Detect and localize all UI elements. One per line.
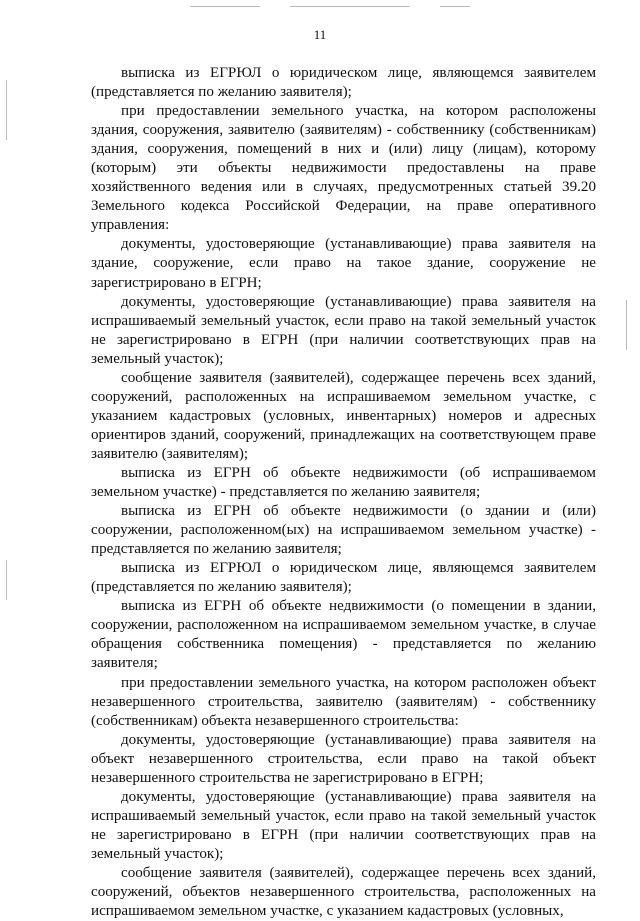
paragraph-egrn-premises-extract: выписка из ЕГРН об объекте недвижимости (о помещении в здании, сооружении, расположенном на испрашиваемом земельном участке, в случае обращения собственника помещения) - представляется по желанию заявителя;	[91, 598, 596, 672]
paragraph-egrn-land-extract: выписка из ЕГРН об объекте недвижимости (об испрашиваемом земельном участке) - представляется по желанию заявителя;	[91, 464, 596, 501]
paragraph-buildings-list-message: сообщение заявителя (заявителей), содержащее перечень всех зданий, сооружений, расположенных на испрашиваемом земельном участке, с указанием кадастровых (условных, инвентарных) номеров и адресных ориентиров зданий, сооружений, принадлежащих на соответствующем праве заявителю (заявителям);	[91, 369, 596, 462]
scan-artifact-left	[6, 560, 7, 600]
paragraph-egrn-building-extract: выписка из ЕГРН об объекте недвижимости (о здании и (или) сооружении, расположенном(ых) на испрашиваемом земельном участке) - представляется по желанию заявителя;	[91, 503, 596, 558]
paragraph-objects-list-message: сообщение заявителя (заявителей), содержащее перечень всех зданий, сооружений, объектов незавершенного строительства, расположенных на испрашиваемом земельном участке, с указанием кадастровых (условных,	[91, 864, 596, 920]
paragraph-egrul-extract: выписка из ЕГРЮЛ о юридическом лице, являющемся заявителем (представляется по желанию заявителя);	[91, 65, 596, 101]
paragraph-building-rights-docs: документы, удостоверяющие (устанавливающие) права заявителя на здание, сооружение, если право на такое здание, сооружение не зарегистрировано в ЕГРН;	[91, 236, 596, 291]
paragraph-unfinished-rights-docs: документы, удостоверяющие (устанавливающие) права заявителя на объект незавершенного строительства, если право на такой объект незавершенного строительства не зарегистрировано в ЕГРН;	[91, 731, 596, 786]
paragraph-buildings-case: при предоставлении земельного участка, на котором расположены здания, сооружения, заявителю (заявителям) - собственнику (собственникам) здания, сооружения, помещений в них и (или) лицу (лицам), которому (которым) эти объекты недвижимости предоставлены на праве хозяйственного ведения или в случаях, предусмотренных статьей 39.20 Земельного кодекса Российской Федерации, на праве оперативного управления:	[91, 103, 596, 234]
scan-artifact-top	[440, 6, 470, 7]
paragraph-egrul-extract-2: выписка из ЕГРЮЛ о юридическом лице, являющемся заявителем (представляется по желанию заявителя);	[91, 560, 596, 596]
scan-artifact-left	[6, 80, 7, 140]
paragraph-land-rights-docs-2: документы, удостоверяющие (устанавливающие) права заявителя на испрашиваемый земельный участок, если право на такой земельный участок не зарегистрировано в ЕГРН (при наличии соответствующих прав на земельный участок);	[91, 788, 596, 862]
document-body	[91, 64, 596, 921]
scan-artifact-top	[290, 6, 410, 7]
scan-artifact-right	[626, 300, 627, 350]
paragraph-land-rights-docs: документы, удостоверяющие (устанавливающие) права заявителя на испрашиваемый земельный участок, если право на такой земельный участок не зарегистрировано в ЕГРН (при наличии соответствующих прав на земельный участок);	[91, 293, 596, 367]
scan-artifact-top	[190, 6, 260, 7]
page-number: 11	[313, 27, 327, 42]
paragraph-unfinished-construction-case: при предоставлении земельного участка, на котором расположен объект незавершенного строительства, заявителю (заявителям) - собственнику (собственникам) объекта незавершенного строительства:	[91, 674, 596, 729]
